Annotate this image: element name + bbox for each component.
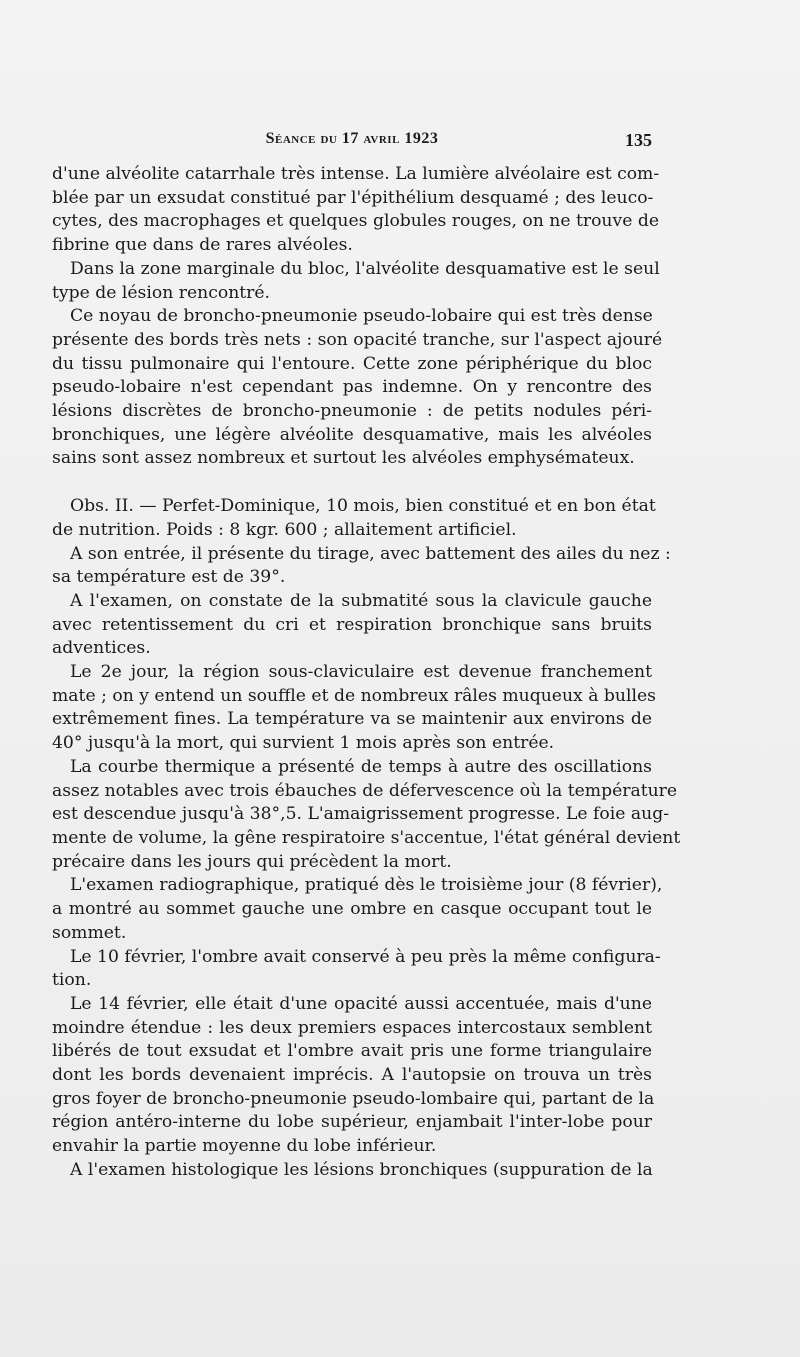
text-line: mate ; on y entend un souffle et de nombreux râles muqueux à bulles [52, 685, 656, 706]
text-line: bronchiques, une légère alvéolite desquamative, mais les alvéoles [52, 424, 652, 445]
paragraph-gap [52, 471, 652, 495]
text-line: sommet. [52, 922, 127, 943]
page-number: 135 [625, 130, 652, 150]
text-line: tion. [52, 970, 92, 991]
text-line: de nutrition. Poids : 8 kgr. 600 ; allaitement artificiel. [52, 519, 517, 540]
text-line: avec retentissement du cri et respiration bronchique sans bruits [52, 614, 652, 635]
text-line: fibrine que dans de rares alvéoles. [52, 235, 353, 256]
text-line: sains sont assez nombreux et surtout les alvéoles emphysémateux. [52, 448, 635, 469]
text-line: est descendue jusqu'à 38°,5. L'amaigrissement progresse. Le foie aug- [52, 804, 670, 825]
text-line: cytes, des macrophages et quelques globules rouges, on ne trouve de [52, 211, 660, 232]
text-line: type de lésion rencontré. [52, 282, 271, 303]
body-text [52, 163, 681, 1183]
text-line: sa température est de 39°. [52, 567, 286, 588]
text-line: extrêmement fines. La température va se maintenir aux environs de [52, 709, 652, 730]
text-line: a montré au sommet gauche une ombre en casque occupant tout le [52, 899, 652, 920]
text-line: présente des bords très nets : son opacité tranche, sur l'aspect ajouré [52, 329, 663, 350]
text-line: libérés de tout exsudat et l'ombre avait pris une forme triangulaire [52, 1041, 652, 1062]
text-line: Le 14 février, elle était d'une opacité aussi accentuée, mais d'une [70, 993, 652, 1014]
text-line: Dans la zone marginale du bloc, l'alvéolite desquamative est le seul [70, 258, 660, 279]
text-line: moindre étendue : les deux premiers espaces intercostaux semblent [52, 1017, 652, 1038]
text-line: 40° jusqu'à la mort, qui survient 1 mois après son entrée. [52, 733, 555, 754]
text-line: du tissu pulmonaire qui l'entoure. Cette zone périphérique du bloc [52, 353, 652, 374]
text-line: gros foyer de broncho-pneumonie pseudo-lombaire qui, partant de la [52, 1088, 655, 1109]
text-line: Le 10 février, l'ombre avait conservé à peu près la même configura- [70, 946, 661, 967]
text-line: envahir la partie moyenne du lobe inférieur. [52, 1136, 437, 1157]
text-line: d'une alvéolite catarrhale très intense. La lumière alvéolaire est com- [52, 164, 660, 184]
text-line: région antéro-interne du lobe supérieur, enjambait l'inter-lobe pour [52, 1112, 652, 1133]
text-line: pseudo-lobaire n'est cependant pas indemne. On y rencontre des [52, 377, 652, 398]
running-header [52, 130, 652, 154]
text-line: lésions discrètes de broncho-pneumonie : de petits nodules péri- [52, 401, 652, 422]
text-line: L'examen radiographique, pratiqué dès le troisième jour (8 février), [70, 875, 663, 896]
text-line: A l'examen histologique les lésions bronchiques (suppuration de la [70, 1159, 653, 1180]
text-line: adventices. [52, 638, 151, 659]
text-line: Le 2e jour, la région sous-claviculaire est devenue franchement [70, 662, 652, 683]
text-line: Obs. II. — Perfet-Dominique, 10 mois, bien constitué et en bon état [70, 496, 656, 517]
text-line: Ce noyau de broncho-pneumonie pseudo-lobaire qui est très dense [70, 306, 653, 327]
running-title: Séance du 17 avril 1923 [265, 130, 439, 147]
text-line: précaire dans les jours qui précèdent la mort. [52, 851, 452, 872]
text-line: dont les bords devenaient imprécis. A l'autopsie on trouva un très [52, 1065, 652, 1086]
text-line: assez notables avec trois ébauches de défervescence où la température [52, 780, 678, 801]
text-line: A l'examen, on constate de la submatité sous la clavicule gauche [70, 590, 652, 611]
text-line: A son entrée, il présente du tirage, avec battement des ailes du nez : [70, 543, 671, 564]
text-line: La courbe thermique a présenté de temps à autre des oscillations [70, 756, 652, 777]
text-line: mente de volume, la gêne respiratoire s'accentue, l'état général devient [52, 827, 681, 848]
text-line: blée par un exsudat constitué par l'épithélium desquamé ; des leuco- [52, 187, 654, 208]
